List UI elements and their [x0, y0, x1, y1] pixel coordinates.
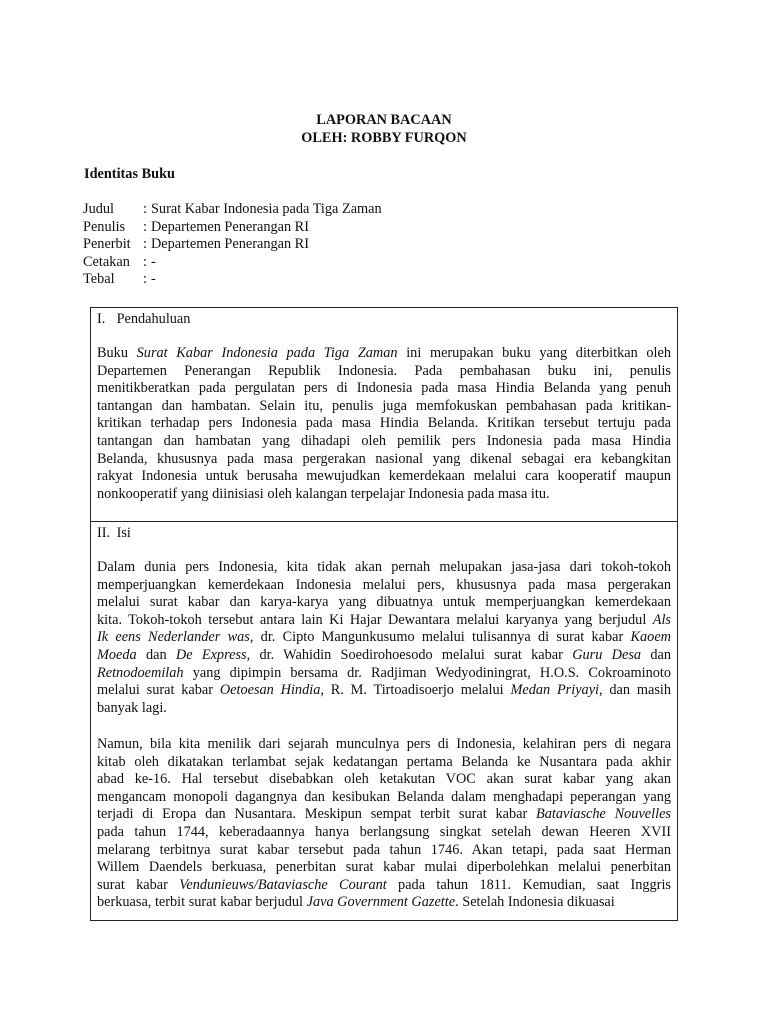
book-identity-list [83, 201, 683, 289]
identity-value: - [150, 271, 156, 288]
section-number: I. [97, 311, 106, 327]
identity-row-publisher [83, 236, 683, 254]
paragraph-line: menitikberatkan pada pergulatan pers di Indonesia pada masa Hindia Belanda yang penuh [97, 380, 671, 397]
paragraph-line: Moeda dan De Express, dr. Wahidin Soedirohoesodo melalui surat kabar Guru Desa dan [97, 646, 671, 663]
identity-label: Cetakan [83, 253, 130, 270]
identity-separator: : [143, 201, 147, 217]
identity-value: Departemen Penerangan RI [150, 218, 309, 235]
report-title: LAPORAN BACAAN [316, 112, 452, 128]
paragraph-line: Departemen Penerangan Republik Indonesia. Pada pembahasan buku ini, penulis [97, 362, 671, 379]
section-introduction-heading [97, 310, 190, 328]
paragraph-line: kitab oleh dikatakan terlambat sejak kedatangan pertama Belanda ke Nusantara pada akhir [97, 753, 671, 770]
paragraph-line: kritikan terhadap pers Indonesia pada masa Hindia Belanda. Kritikan tersebut tertuju pada [97, 415, 671, 432]
content-paragraph-2 [97, 736, 671, 912]
paragraph-line: terjadi di Eropa dan Nusantara. Meskipun sempat terbit surat kabar Bataviasche Nouvelles [97, 806, 671, 823]
paragraph-line: Namun, bila kita menilik dari sejarah munculnya pers di Indonesia, kelahiran pers di negara [97, 736, 671, 752]
identity-separator: : [143, 271, 147, 288]
identity-row-edition [83, 254, 683, 272]
paragraph-line: nonkooperatif yang diinisiasi oleh kalangan terpelajar Indonesia pada masa itu. [97, 485, 550, 502]
paragraph-line: banyak lagi. [97, 699, 167, 716]
identity-label: Penerbit [83, 236, 131, 253]
paragraph-line: memperjuangkan kemerdekaan Indonesia melalui pers, khususnya pada masa pergerakan [97, 576, 671, 593]
section-title: Pendahuluan [116, 311, 191, 327]
identity-separator: : [143, 253, 147, 270]
paragraph-line: melarang terbitnya surat kabar tersebut pada tahun 1746. Akan tetapi, pada saat Herman [97, 841, 671, 858]
paragraph-line: Belanda, khususnya pada masa pergerakan nasional yang dikenal sebagai era kebangkitan [97, 450, 671, 467]
section-introduction-box [90, 307, 678, 522]
identity-separator: : [143, 236, 147, 253]
paragraph-line: Retnodoemilah yang dipimpin bersama dr. Radjiman Wedyodiningrat, H.O.S. Cokroaminoto [97, 664, 671, 681]
identity-row-title [83, 201, 683, 219]
paragraph-line: rakyat Indonesia untuk berusaha mewujudkan kemerdekaan melalui cara kooperatif maupun [97, 468, 671, 485]
paragraph-line: pada tahun 1744, keberadaannya hanya berlangsung singkat setelah dewan Heeren XVII [97, 823, 671, 840]
identity-label: Tebal [83, 271, 115, 288]
paragraph-line: Dalam dunia pers Indonesia, kita tidak akan pernah melupakan jasa-jasa dari tokoh-tokoh [97, 559, 671, 575]
paragraph-line: Buku Surat Kabar Indonesia pada Tiga Zaman ini merupakan buku yang diterbitkan oleh [97, 345, 672, 361]
section-number: II. [97, 525, 111, 541]
paragraph-line: abad ke-16. Hal tersebut disebabkan oleh ketakutan VOC akan surat kabar yang akan [97, 771, 671, 788]
identity-label: Judul [83, 201, 114, 217]
introduction-paragraph [97, 345, 671, 503]
paragraph-line: mengancam monopoli dagangnya dan kesibukan Belanda dalam menghadapi peperangan yang [97, 788, 671, 805]
paragraph-line: melalui surat kabar dan karya-karya yang dibuatnya untuk memperjuangkan kemerdekaan [97, 594, 671, 611]
section-content-heading [97, 524, 131, 542]
identity-value: Departemen Penerangan RI [150, 236, 309, 253]
identity-separator: : [143, 218, 147, 235]
paragraph-line: tantangan dan hambatan. Selain itu, penulis juga memfokuskan pembahasan pada kritikan- [97, 397, 671, 414]
identity-heading: Identitas Buku [84, 166, 175, 182]
identity-label: Penulis [83, 218, 126, 235]
identity-value: - [150, 253, 156, 270]
paragraph-line: berkuasa, terbit surat kabar berjudul Java Government Gazette. Setelah Indonesia dikuasai [97, 894, 615, 911]
content-paragraph-1 [97, 559, 671, 717]
identity-row-author [83, 219, 683, 237]
paragraph-line: surat kabar Vendunieuws/Bataviasche Courant pada tahun 1811. Kemudian, saat Inggris [97, 876, 671, 893]
paragraph-line: Ik eens Nederlander was, dr. Cipto Mangunkusumo melalui tulisannya di surat kabar Kaoem [97, 629, 672, 646]
identity-row-thickness [83, 271, 683, 289]
section-content-box [90, 521, 678, 921]
identity-value: Surat Kabar Indonesia pada Tiga Zaman [150, 201, 382, 217]
paragraph-line: Willem Daendels berkuasa, penerbitan surat kabar mulai diperbolehkan melalui penerbitan [97, 859, 671, 876]
paragraph-line: kita. Tokoh-tokoh tersebut antara lain Ki Hajar Dewantara melalui karyanya yang berjudul Als [97, 611, 671, 628]
report-author-line: OLEH: ROBBY FURQON [301, 130, 467, 146]
paragraph-line: tantangan dan hambatan yang dihadapi oleh pemilik pers Indonesia pada masa Hindia [97, 432, 671, 449]
section-title: Isi [116, 525, 131, 541]
paragraph-line: melalui surat kabar Oetoesan Hindia, R. M. Tirtoadisoerjo melalui Medan Priyayi, dan masih [97, 682, 672, 699]
